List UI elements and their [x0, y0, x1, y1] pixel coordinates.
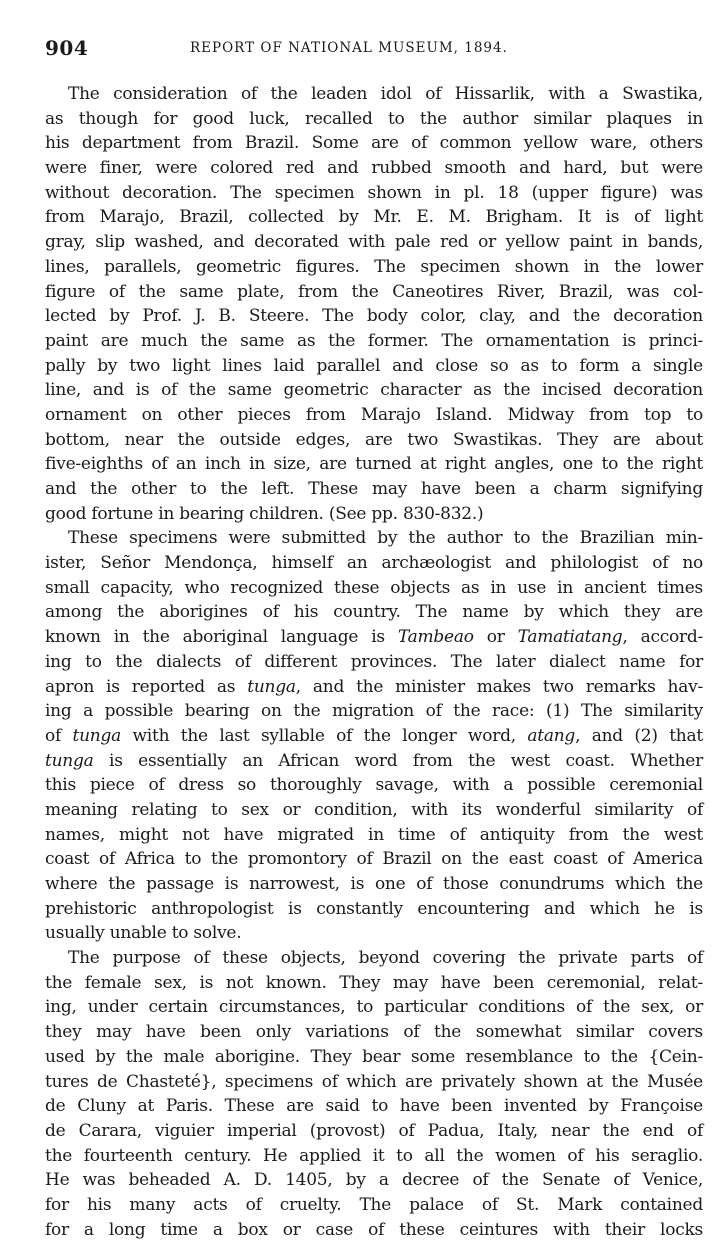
italic-term: atang — [527, 725, 576, 746]
text-line: as though for good luck, recalled to the author similar plaques in — [45, 108, 703, 129]
text-line: the female sex, is not known. They may have been ceremonial, relat- — [45, 972, 703, 993]
text-line: ornament on other pieces from Marajo Island. Midway from top to — [45, 404, 703, 425]
text-line: from Marajo, Brazil, collected by Mr. E. M. Brigham. It is of light — [45, 207, 703, 228]
text-line: his department from Brazil. Some are of common yellow ware, others — [45, 133, 703, 154]
text-line: ing a possible bearing on the migration of the race: (1) The similarity — [45, 701, 703, 722]
text-line: gray, slip washed, and decorated with pale red or yellow paint in bands, — [45, 232, 703, 253]
text-line: These specimens were submitted by the author to the Brazilian min- — [68, 528, 703, 549]
text-line: the fourteenth century. He applied it to all the women of his seraglio. — [45, 1145, 703, 1166]
text-line: used by the male aborigine. They bear some resemblance to the {Cein- — [45, 1046, 703, 1067]
body-text — [45, 82, 703, 1242]
text-line: names, might not have migrated in time of antiquity from the west — [45, 824, 703, 845]
text-line: for a long time a box or case of these ceintures with their locks — [45, 1219, 703, 1240]
text-line: known in the aboriginal language is Tambeao or Tamatiatang, accord- — [45, 627, 703, 648]
italic-term: tunga — [247, 676, 296, 697]
text-line: among the aborigines of his country. The name by which they are — [45, 602, 703, 623]
text-line: good fortune in bearing children. (See pp. 830-832.) — [45, 503, 484, 524]
italic-term: tunga — [72, 725, 122, 746]
text-line: The consideration of the leaden idol of Hissarlik, with a Swastika, — [68, 84, 703, 104]
text-line: prehistoric anthropologist is constantly encountering and which he is — [45, 898, 703, 919]
text-line: de Cluny at Paris. These are said to have been invented by Françoise — [45, 1096, 703, 1117]
italic-term: tunga — [45, 750, 94, 771]
text-line: ing, under certain circumstances, to particular conditions of the sex, or — [45, 997, 703, 1018]
text-line: bottom, near the outside edges, are two Swastikas. They are about — [45, 429, 703, 450]
text-line: where the passage is narrowest, is one of those conundrums which the — [45, 874, 703, 894]
text-line: without decoration. The specimen shown in pl. 18 (upper figure) was — [45, 182, 703, 203]
text-line: paint are much the same as the former. The ornamentation is princi- — [45, 330, 703, 351]
text-line: figure of the same plate, from the Caneotires River, Brazil, was col- — [45, 281, 703, 302]
text-line: they may have been only variations of the somewhat similar covers — [45, 1022, 703, 1043]
paragraph — [45, 526, 703, 946]
text-line: small capacity, who recognized these objects as in use in ancient times — [45, 577, 703, 598]
text-line: of tunga with the last syllable of the longer word, atang, and (2) that — [45, 725, 703, 746]
text-line: meaning relating to sex or condition, with its wonderful similarity of — [45, 799, 703, 820]
text-line: tunga is essentially an African word from the west coast. Whether — [45, 750, 703, 771]
text-line: pally by two light lines laid parallel and close so as to form a single — [45, 355, 703, 376]
text-line: line, and is of the same geometric character as the incised decoration — [45, 380, 703, 401]
text-line: ing to the dialects of different provinces. The later dialect name for — [45, 651, 703, 672]
text-line: The purpose of these objects, beyond covering the private parts of — [68, 948, 703, 969]
running-title: REPORT OF NATIONAL MUSEUM, 1894. — [190, 40, 508, 56]
text-line: lected by Prof. J. B. Steere. The body color, clay, and the decoration — [45, 306, 703, 327]
text-line: lines, parallels, geometric figures. The specimen shown in the lower — [45, 256, 703, 277]
text-line: ister, Señor Mendonça, himself an archæologist and philologist of no — [45, 553, 703, 574]
italic-term: Tambeao — [397, 627, 474, 648]
text-line: tures de Chasteté}, specimens of which are privately shown at the Musée — [45, 1071, 703, 1092]
text-line: this piece of dress so thoroughly savage, with a possible ceremonial — [45, 775, 703, 796]
text-line: usually unable to solve. — [45, 923, 242, 944]
page-header — [45, 36, 703, 60]
text-line: coast of Africa to the promontory of Brazil on the east coast of America — [45, 849, 703, 870]
paragraph — [45, 946, 703, 1242]
text-line: were finer, were colored red and rubbed smooth and hard, but were — [45, 158, 703, 179]
text-line: He was beheaded A. D. 1405, by a decree of the Senate of Venice, — [45, 1170, 703, 1191]
text-line: apron is reported as tunga, and the minister makes two remarks hav- — [45, 676, 703, 697]
text-line: and the other to the left. These may have been a charm signifying — [45, 479, 703, 499]
text-line: five-eighths of an inch in size, are turned at right angles, one to the right — [45, 454, 703, 475]
paragraph — [45, 82, 703, 526]
text-line: de Carara, viguier imperial (provost) of Padua, Italy, near the end of — [45, 1120, 703, 1141]
text-line: for his many acts of cruelty. The palace of St. Mark contained — [45, 1194, 703, 1215]
page-number: 904 — [45, 36, 89, 60]
italic-term: Tamatiatang — [517, 627, 623, 648]
